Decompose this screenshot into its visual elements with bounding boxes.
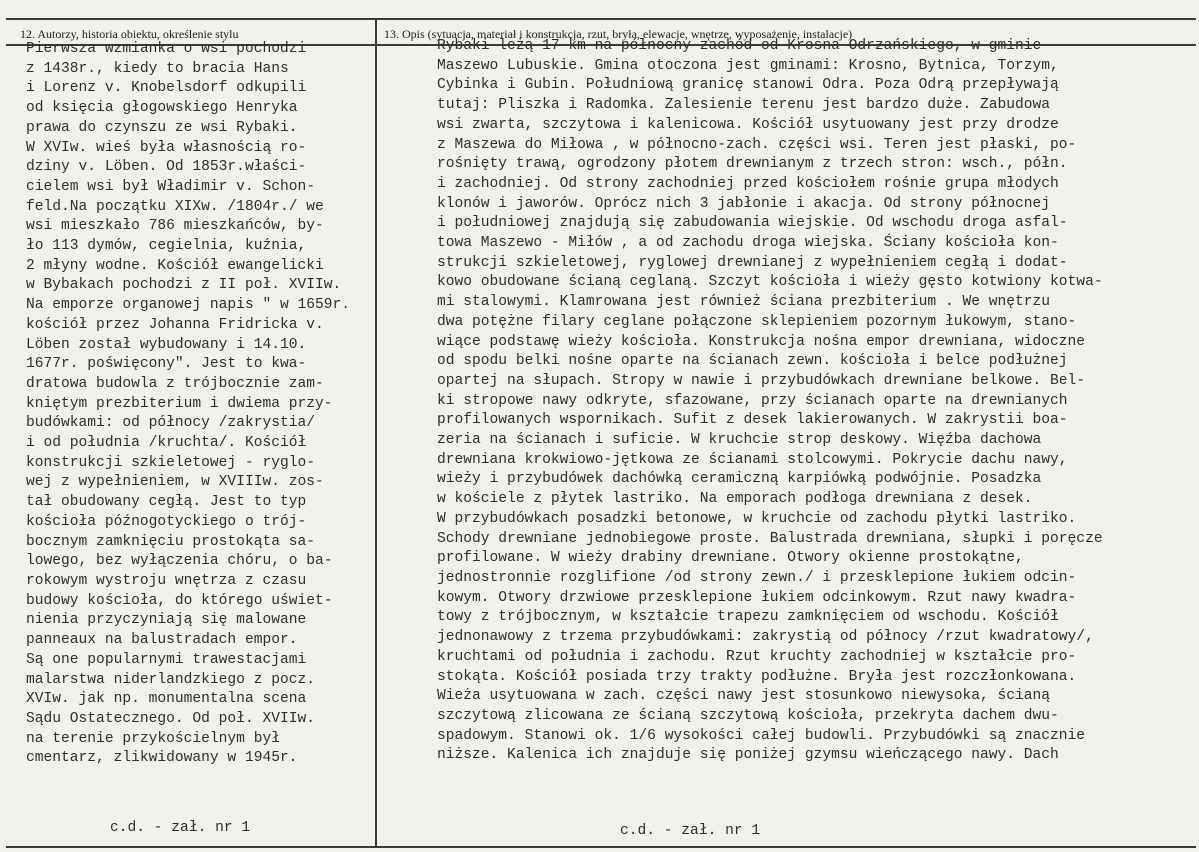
- text-line: W przybudówkach posadzki betonowe, w kruchcie od zachodu płytki lastriko.: [437, 510, 1077, 527]
- text-line: w Bybakach pochodzi z II poł. XVIIw.: [26, 277, 342, 294]
- text-line: towa Maszewo - Miłów , a od zachodu droga wiejska. Ściany kościoła kon-: [437, 235, 1059, 252]
- text-line: Sądu Ostatecznego. Od poł. XVIIw.: [26, 710, 316, 727]
- text-line: prawa do czynszu ze wsi Rybaki.: [26, 119, 298, 136]
- text-line: z Maszewa do Miłowa , w północno-zach. części wsi. Teren jest płaski, po-: [437, 136, 1077, 153]
- text-line: od księcia głogowskiego Henryka: [26, 100, 298, 117]
- text-line: stokąta. Kościół posiada trzy trakty podłużne. Bryła jest rozczłonkowana.: [437, 668, 1077, 685]
- text-line: kościoła późnogotyckiego o trój-: [26, 513, 307, 530]
- text-line: Na emporze organowej napis " w 1659r.: [26, 297, 351, 314]
- text-line: towy z trójbocznym, w kształcie trapezu zamknięciem od wschodu. Kościół: [437, 609, 1059, 626]
- text-line: mi stalowymi. Klamrowana jest również ściana prezbiterium . We wnętrzu: [437, 294, 1051, 311]
- text-line: cmentarz, zlikwidowany w 1945r.: [26, 750, 298, 767]
- text-line: spadowym. Stanowi ok. 1/6 wysokości całej budowli. Przybudówki są znacznie: [437, 727, 1086, 744]
- text-line: konstrukcji szkieletowej - ryglo-: [26, 454, 316, 471]
- text-line: budówkami: od północy /zakrystia/: [26, 415, 316, 432]
- text-line: dratowa budowla z trójbocznie zam-: [26, 375, 324, 392]
- text-line: Cybinka i Gubin. Południową granicę stanowi Odra. Poza Odrą przepływają: [437, 77, 1059, 94]
- text-line: feld.Na początku XIXw. /1804r./ we: [26, 198, 324, 215]
- text-line: opartej na słupach. Stropy w nawie i przybudówkach drewniane belkowe. Bel-: [437, 372, 1086, 389]
- text-line: profilowanych wspornikach. Sufit z desek lakierowanych. W zakrystii boa-: [437, 412, 1068, 429]
- text-line: drewniana krokwiowo-jętkowa ze ścianami stolcowymi. Pokrycie dachu nawy,: [437, 451, 1068, 468]
- text-line: kniętym prezbiterium i dwiema przy-: [26, 395, 333, 412]
- text-line: na terenie przykościelnym był: [26, 730, 280, 747]
- text-line: Löben został wybudowany i 14.10.: [26, 336, 307, 353]
- continuation-note-right: c.d. - zał. nr 1: [620, 823, 761, 839]
- text-line: 1677r. poświęcony". Jest to kwa-: [26, 356, 307, 373]
- text-line: od spodu belki nośne oparte na ścianach zewn. kościoła i belce podłużnej: [437, 353, 1068, 370]
- column-divider: [375, 20, 377, 846]
- text-line: w kościele z płytek lastriko. Na emporach podłoga drewniana z desek.: [437, 491, 1033, 508]
- text-line: XVIw. jak np. monumentalna scena: [26, 691, 307, 708]
- text-line: rośnięty trawą, ogrodzony płotem drewnianym z trzech stron: wsch., półn.: [437, 156, 1068, 173]
- text-line: kościół przez Johanna Fridricka v.: [26, 316, 324, 333]
- continuation-note-left: c.d. - zał. nr 1: [110, 820, 251, 836]
- text-line: Pierwsza wzmianka o wsi pochodzi: [26, 41, 307, 57]
- text-line: malarstwa niderlandzkiego z pocz.: [26, 671, 316, 688]
- text-line: szczytową zlicowana ze ścianą szczytową kościoła, przekryta dachem dwu-: [437, 707, 1059, 724]
- text-line: strukcji szkieletowej, ryglowej drewnianej z wypełnieniem cegłą i dodat-: [437, 254, 1068, 271]
- history-text-block: [26, 40, 350, 769]
- text-line: W XVIw. wieś była własnością ro-: [26, 139, 307, 156]
- text-line: Rybaki leżą 17 km na północny zachód od Krosna Odrzańskiego, w gminie: [437, 38, 1042, 54]
- text-line: Maszewo Lubuskie. Gmina otoczona jest gminami: Krosno, Bytnica, Torzym,: [437, 57, 1059, 74]
- text-line: Są one popularnymi trawestacjami: [26, 651, 307, 668]
- text-line: kruchtami od południa i zachodu. Rzut kruchty zachodniej w kształcie pro-: [437, 648, 1077, 665]
- text-line: i południowej znajdują się zabudowania wiejskie. Od wschodu droga asfal-: [437, 215, 1068, 232]
- section-13-header: 13. Opis (sytuacja, materiał i konstrukcja, rzut, bryła, elewacje, wnętrze, wyposażenie, instalacje): [384, 27, 853, 41]
- text-line: wej z wypełnieniem, w XVIIIw. zos-: [26, 474, 324, 491]
- text-line: ło 113 dymów, cegielnia, kuźnia,: [26, 238, 307, 255]
- text-line: wiące podstawę wieży kościoła. Konstrukcja nośna empor drewniana, widoczne: [437, 333, 1086, 350]
- text-line: 2 młyny wodne. Kościół ewangelicki: [26, 257, 324, 274]
- text-line: budowy kościoła, do którego uświet-: [26, 592, 333, 609]
- text-line: i od południa /kruchta/. Kościół: [26, 435, 307, 452]
- text-line: rokowym wystroju wnętrza z czasu: [26, 572, 307, 589]
- text-line: panneaux na balustradach empor.: [26, 632, 298, 649]
- text-line: tał obudowany cegłą. Jest to typ: [26, 494, 307, 511]
- text-line: Schody drewniane jednobiegowe proste. Balustrada drewniana, słupki i poręcze: [437, 530, 1103, 547]
- text-line: wieży i przybudówek dachówką ceramiczną karpiówką podwójnie. Posadzka: [437, 471, 1042, 488]
- text-line: ki stropowe nawy odkryte, sfazowane, przy ścianach oparte na drewnianych: [437, 392, 1068, 409]
- text-line: wsi zwarta, szczytowa i kalenicowa. Kościół usytuowany jest przy drodze: [437, 116, 1059, 133]
- text-line: z 1438r., kiedy to bracia Hans: [26, 60, 289, 77]
- text-line: tutaj: Pliszka i Radomka. Zalesienie terenu jest bardzo duże. Zabudowa: [437, 97, 1051, 114]
- text-line: dziny v. Löben. Od 1853r.właści-: [26, 159, 307, 176]
- text-line: nienia przyczyniają się malowane: [26, 612, 307, 629]
- text-line: zeria na ścianach i suficie. W kruchcie strop deskowy. Więźba dachowa: [437, 432, 1042, 449]
- text-line: niższe. Kalenica ich znajduje się poniżej gzymsu wieńczącego nawy. Dach: [437, 747, 1059, 764]
- description-text-block: [437, 37, 1103, 766]
- text-line: i zachodniej. Od strony zachodniej przed kościołem rośnie grupa młodych: [437, 175, 1059, 192]
- text-line: kowym. Otwory drzwiowe przesklepione łukiem odcinkowym. Rzut nawy kwadra-: [437, 589, 1077, 606]
- text-line: jednostronnie rozglifione /od strony zewn./ i przesklepione łukiem odcin-: [437, 569, 1077, 586]
- text-line: Wieża usytuowana w zach. części nawy jest stosunkowo niewysoka, ścianą: [437, 688, 1051, 705]
- text-line: lowego, bez wyłączenia chóru, o ba-: [26, 553, 333, 570]
- text-line: cielem wsi był Władimir v. Schon-: [26, 178, 316, 195]
- text-line: wsi mieszkało 786 mieszkańców, by-: [26, 218, 324, 235]
- text-line: bocznym zamknięciu prostokąta sa-: [26, 533, 316, 550]
- text-line: klonów i jaworów. Oprócz nich 3 jabłonie i akacja. Od strony północnej: [437, 195, 1051, 212]
- text-line: i Lorenz v. Knobelsdorf odkupili: [26, 80, 307, 97]
- text-line: profilowane. W wieży drabiny drewniane. Otwory okienne prostokątne,: [437, 550, 1024, 567]
- text-line: kowo obudowane ścianą ceglaną. Szczyt kościoła i wieży gęsto kotwiony kotwa-: [437, 274, 1103, 291]
- text-line: jednonawowy z trzema przybudówkami: zakrystią od północy /rzut kwadratowy/,: [437, 629, 1094, 646]
- section-12-header: 12. Autorzy, historia obiektu, określenie stylu: [20, 27, 239, 41]
- text-line: dwa potężne filary ceglane połączone sklepieniem pozornym łukowym, stano-: [437, 313, 1077, 330]
